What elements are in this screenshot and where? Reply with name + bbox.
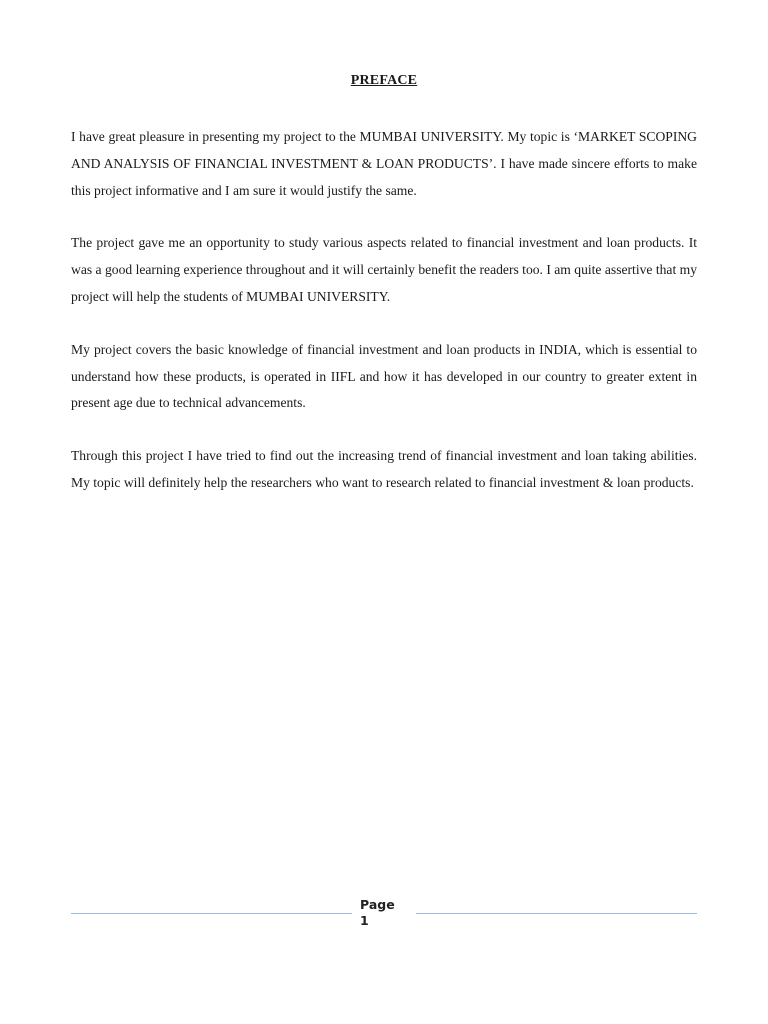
page-word: Page <box>360 897 395 912</box>
paragraph-4: Through this project I have tried to find out the increasing trend of financial investment and loan taking abilities. My topic will definitely help the researchers who want to research related to financial investment & loan products. <box>71 448 697 490</box>
paragraph-2: The project gave me an opportunity to study various aspects related to financial investment and loan products. It was a good learning experience throughout and it will certainly benefit the readers too. I am quite assertive that my project will help the students of MUMBAI UNIVERSITY. <box>71 235 697 304</box>
footer-divider-right <box>416 913 697 914</box>
footer-divider-left <box>71 913 352 914</box>
page-number-label <box>360 897 408 929</box>
document-body <box>71 124 697 523</box>
page-number: 1 <box>360 913 369 928</box>
paragraph-3: My project covers the basic knowledge of financial investment and loan products in INDIA, which is essential to understand how these products, is operated in IIFL and how it has developed in our country to greater extent in present age due to technical advancements. <box>71 341 697 411</box>
paragraph-1: I have great pleasure in presenting my project to the MUMBAI UNIVERSITY. My topic is ‘MARKET SCOPING AND ANALYSIS OF FINANCIAL INVESTMENT & LOAN PRODUCTS’. I have made sincere efforts to make this project informative and I am sure it would justify the same. <box>71 129 697 198</box>
page-title: PREFACE <box>350 73 418 88</box>
